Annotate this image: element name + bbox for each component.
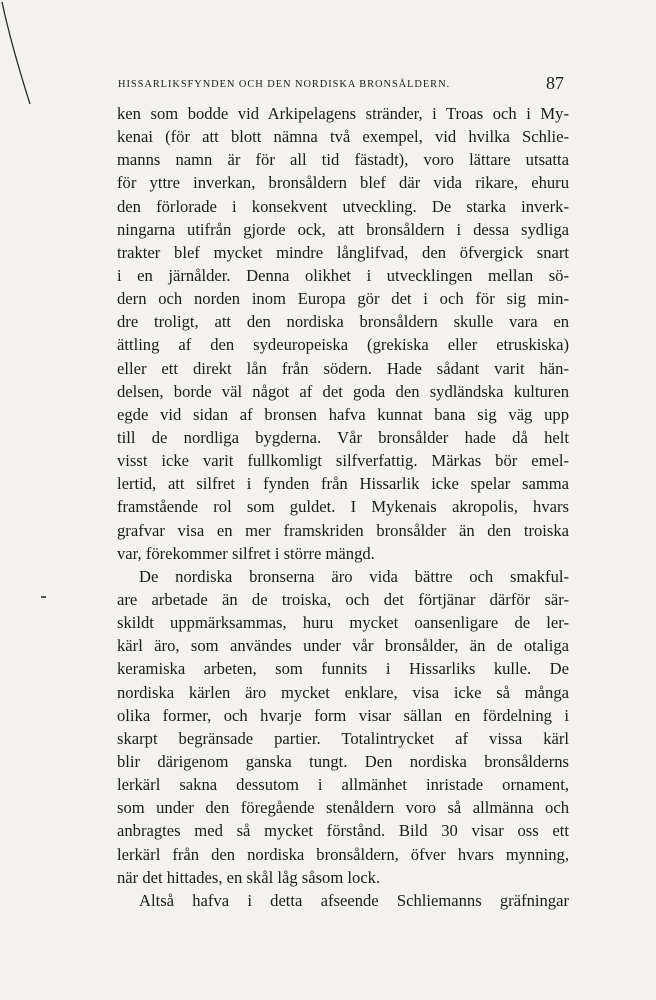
text-line: dern och norden inom Europa gör det i och för sig min- [117,289,569,309]
text-line: egde vid sidan af bronsen hafva kunnat bana sig väg upp [117,404,569,424]
text-line: manns namn är för all tid fästadt), voro lättare utsatta [117,150,569,170]
text-line: den förlorade i konsekvent utveckling. De starka inverk- [117,196,569,216]
text-line: visst icke varit fullkomligt silfverfattig. Märkas bör emel- [117,451,569,471]
text-line: grafvar visa en mer framskriden bronsålder än den troiska [117,520,569,540]
text-line: eller ett direkt lån från södern. Hade sådant varit hän- [117,358,569,378]
text-line: trakter blef mycket mindre långlifvad, den öfvergick snart [117,242,569,262]
text-line: ningarna utifrån gjorde ock, att bronsåldern i dessa sydliga [117,219,569,239]
text-line: för yttre inverkan, bronsåldern blef där vida rikare, ehuru [117,173,569,193]
margin-dash [41,596,46,598]
text-line: kenai (för att blott nämna två exempel, vid hvilka Schlie- [117,127,569,147]
text-line: lertid, att silfret i fynden från Hissarlik icke spelar samma [117,474,569,494]
text-line-paragraph-end: var, förekommer silfret i större mängd. [117,543,375,563]
text-line: dre troligt, att den nordiska bronsåldern skulle vara en [117,312,569,332]
text-line: keramiska arbeten, som funnits i Hissarliks kulle. De [117,659,569,679]
body-text [117,102,569,912]
text-line-paragraph-start: Altså hafva i detta afseende Schliemanns gräfningar [139,890,569,910]
text-line: kärl äro, som användes under vår bronsålder, än de otaliga [117,636,569,656]
text-line-paragraph-start: De nordiska bronserna äro vida bättre och smakful- [139,566,569,586]
text-line: delsen, borde väl något af det goda den sydländska kulturen [117,381,569,401]
text-line: till de nordliga bygderna. Vår bronsålder hade då helt [117,427,569,447]
running-header [118,73,568,97]
text-line-paragraph-end: när det hittades, en skål låg såsom lock. [117,867,381,887]
text-line: framstående rol som guldet. I Mykenais akropolis, hvars [117,497,569,517]
page-number: 87 [546,73,564,93]
text-line: skildt uppmärksammas, huru mycket oansenligare de ler- [117,613,569,633]
text-line: anbragtes med så mycket förstånd. Bild 30 visar oss ett [117,821,569,841]
text-line: i en järnålder. Denna olikhet i utvecklingen mellan sö- [117,265,569,285]
text-line: olika former, och hvarje form visar sällan en fördelning i [117,705,569,725]
text-line: ättling af den sydeuropeiska (grekiska eller etruskiska) [117,335,569,355]
text-line: som under den föregående stenåldern voro så allmänna och [117,798,569,818]
scan-edge-line [0,0,40,110]
text-line: nordiska kärlen äro mycket enklare, visa icke så många [117,682,569,702]
text-line: ken som bodde vid Arkipelagens stränder, i Troas och i My- [117,104,569,123]
running-header-title: HISSARLIKSFYNDEN OCH DEN NORDISKA BRONSÅLDERN. [118,79,451,90]
text-line: lerkärl sakna dessutom i allmänhet inristade ornament, [117,775,569,795]
text-line: skarpt begränsade partier. Totalintrycket af vissa kärl [117,728,569,748]
text-line: are arbetade än de troiska, och det förtjänar därför sär- [117,589,569,609]
text-line: lerkärl från den nordiska bronsåldern, öfver hvars mynning, [117,844,569,864]
text-line: blir därigenom ganska tungt. Den nordiska bronsålderns [117,751,569,771]
